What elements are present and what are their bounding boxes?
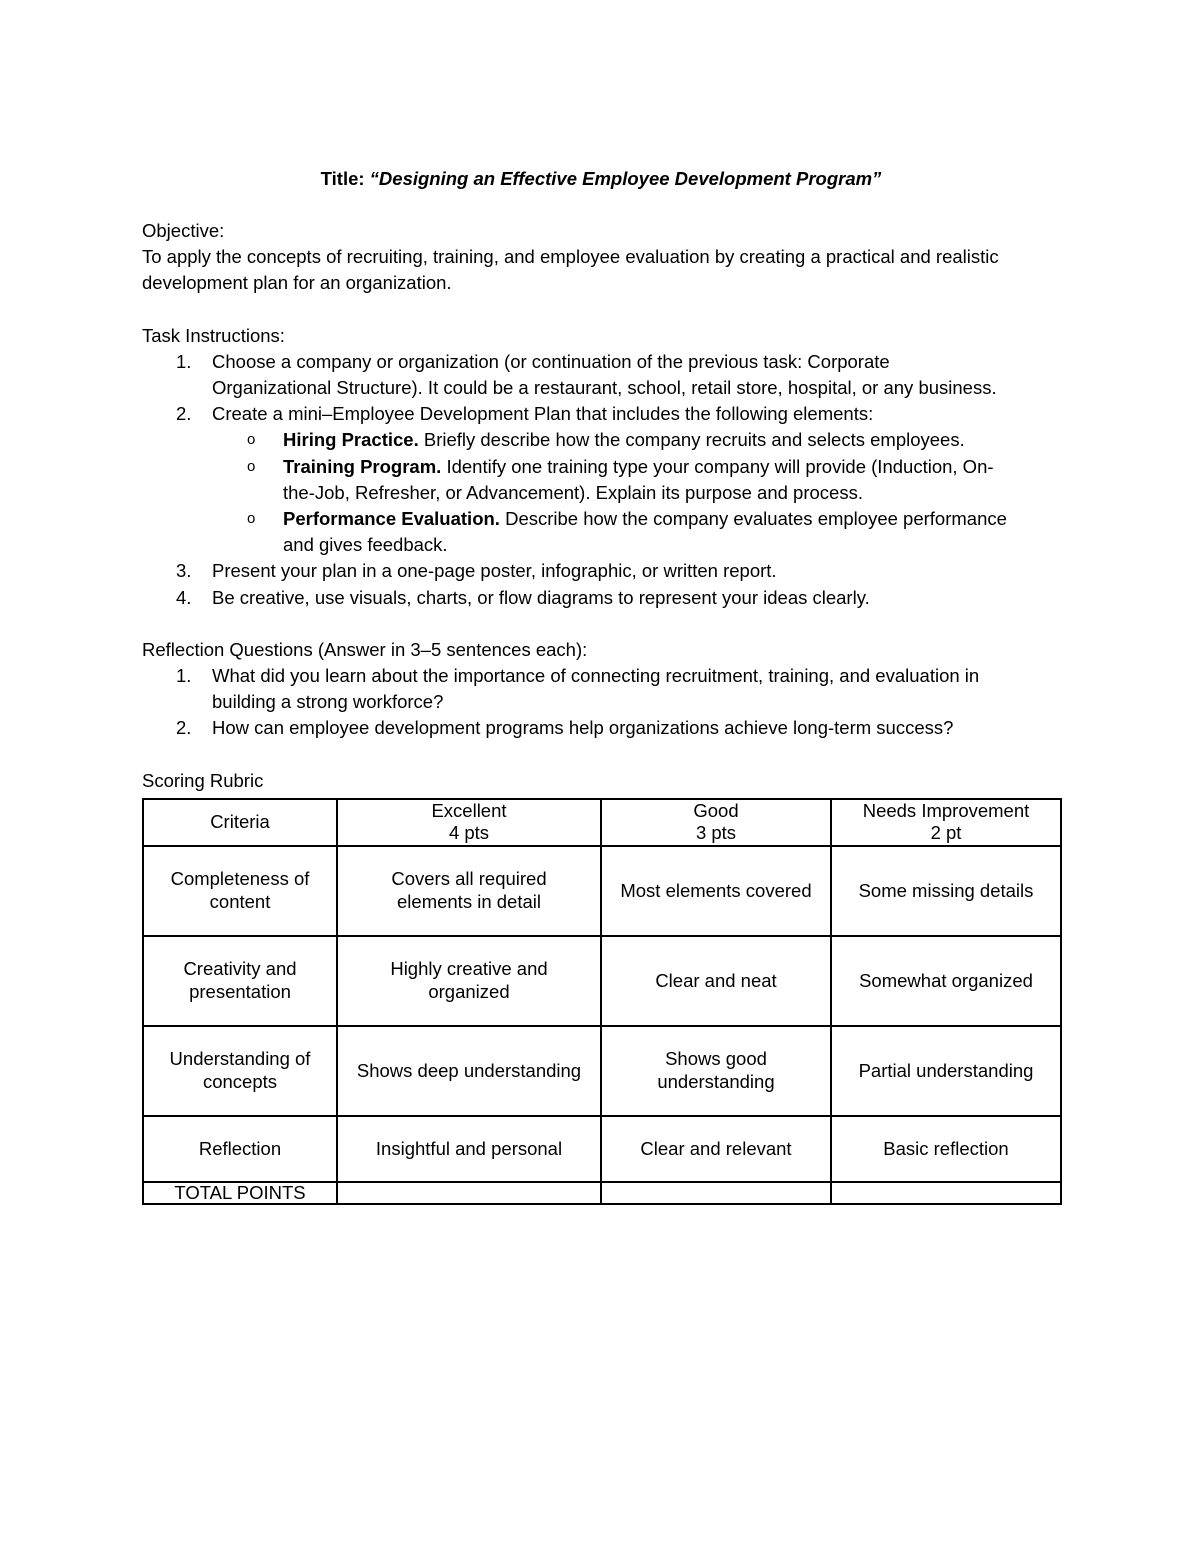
header-good (601, 799, 831, 846)
header-criteria (143, 799, 337, 846)
task-heading: Task Instructions: (142, 324, 285, 346)
header-needs-points: 2 pt (930, 822, 962, 844)
task-item-number: 1. (176, 350, 192, 372)
table-cell (337, 1026, 601, 1116)
table-cell (601, 936, 831, 1026)
reflection-list (142, 663, 1060, 742)
table-cell (831, 846, 1061, 936)
total-points-label: TOTAL POINTS (143, 1182, 337, 1204)
cell-line: Clear and relevant (640, 1137, 792, 1159)
task-item-number: 2. (176, 403, 192, 425)
rubric-total-row (143, 1182, 1061, 1204)
cell-line: Reflection (198, 1137, 282, 1159)
rubric-row-creativity (143, 936, 1061, 1026)
task-item-text-line-1: Choose a company or organization (or continuation of the previous task: Corporate (212, 350, 890, 372)
sub-item-bold-label: Hiring Practice. (283, 429, 419, 451)
cell-line: presentation (189, 980, 291, 1002)
task-section (142, 323, 1060, 611)
task-item-text-line-1: Create a mini–Employee Development Plan that includes the following elements: (212, 403, 874, 425)
task-item-number: 3. (176, 560, 192, 582)
objective-section (142, 218, 1060, 297)
task-item-number: 4. (176, 586, 192, 608)
rubric-row-reflection (143, 1116, 1061, 1182)
task-item-text-line-1: Be creative, use visuals, charts, or flow diagrams to represent your ideas clearly. (212, 586, 870, 608)
header-criteria-label: Criteria (210, 811, 270, 833)
cell-line: Partial understanding (858, 1059, 1034, 1081)
table-cell (337, 936, 601, 1026)
cell-line: Covers all required (391, 868, 547, 890)
cell-line: Some missing details (858, 879, 1034, 901)
bullet-icon: o (247, 510, 256, 528)
objective-text-line-2: development plan for an organization. (142, 272, 452, 294)
rubric-row-understanding (143, 1026, 1061, 1116)
table-cell (143, 936, 337, 1026)
header-good-label: Good (693, 799, 739, 821)
sub-item-text-line-2: and gives feedback. (283, 534, 448, 556)
cell-line: organized (428, 980, 510, 1002)
task-item-2 (142, 401, 1060, 558)
total-points-cell-needs (831, 1182, 1061, 1204)
reflection-item-text-line-2: building a strong workforce? (212, 691, 444, 713)
scoring-rubric-table (142, 798, 1062, 1205)
cell-line: Shows deep understanding (356, 1059, 582, 1081)
table-cell (601, 1116, 831, 1182)
task-list (142, 349, 1060, 611)
task-item-1 (142, 349, 1060, 401)
title-text: “Designing an Effective Employee Development Program” (369, 168, 882, 189)
cell-line: Clear and neat (655, 969, 777, 991)
reflection-item-number: 1. (176, 665, 192, 687)
task-item-text-line-1: Present your plan in a one-page poster, infographic, or written report. (212, 560, 777, 582)
task-item-3 (142, 558, 1060, 584)
sub-item-text-line-2: the-Job, Refresher, or Advancement). Explain its purpose and process. (283, 481, 863, 503)
header-needs-label: Needs Improvement (862, 799, 1030, 821)
cell-line: Basic reflection (883, 1137, 1009, 1159)
task-item-text-line-2: Organizational Structure). It could be a restaurant, school, retail store, hospital, or any business. (212, 377, 997, 399)
header-excellent-points: 4 pts (448, 822, 490, 844)
sub-item-hiring-practice (142, 427, 1060, 453)
cell-line: Most elements covered (620, 879, 812, 901)
sub-item-training-program (142, 454, 1060, 506)
sub-item-text: Describe how the company evaluates employee performance (499, 508, 1007, 530)
cell-line: understanding (657, 1070, 775, 1092)
header-excellent (337, 799, 601, 846)
table-cell (337, 1116, 601, 1182)
bullet-icon: o (247, 431, 256, 449)
document-title (142, 166, 1060, 192)
header-good-points: 3 pts (695, 822, 737, 844)
cell-line: Completeness of (170, 868, 310, 890)
table-cell (143, 1116, 337, 1182)
reflection-item-text-line-1: How can employee development programs help organizations achieve long-term success? (212, 717, 954, 739)
task-sub-list (212, 427, 1060, 558)
table-cell (831, 1116, 1061, 1182)
table-cell (831, 936, 1061, 1026)
sub-item-performance-evaluation (142, 506, 1060, 558)
table-cell (143, 1026, 337, 1116)
total-points-cell-good (601, 1182, 831, 1204)
cell-line: Insightful and personal (375, 1137, 563, 1159)
reflection-section (142, 637, 1060, 742)
header-excellent-label: Excellent (431, 799, 507, 821)
title-prefix: Title: (320, 168, 370, 189)
rubric-row-completeness (143, 846, 1061, 936)
reflection-heading: Reflection Questions (Answer in 3–5 sentences each): (142, 638, 588, 660)
task-item-4 (142, 585, 1060, 611)
cell-line: elements in detail (397, 890, 541, 912)
bullet-icon: o (247, 457, 256, 475)
sub-item-bold-label: Training Program. (283, 455, 442, 477)
header-needs-improvement (831, 799, 1061, 846)
cell-line: Understanding of (169, 1048, 311, 1070)
cell-line: Shows good (665, 1048, 767, 1070)
cell-line: content (209, 890, 271, 912)
table-cell (143, 846, 337, 936)
table-cell (601, 1026, 831, 1116)
reflection-item-number: 2. (176, 717, 192, 739)
cell-line: concepts (202, 1070, 278, 1092)
rubric-header-row (143, 799, 1061, 846)
total-points-cell-excellent (337, 1182, 601, 1204)
reflection-item-text-line-1: What did you learn about the importance of connecting recruitment, training, and evaluation in (212, 665, 980, 687)
cell-line: Creativity and (183, 958, 297, 980)
objective-heading: Objective: (142, 220, 225, 241)
sub-item-text: Briefly describe how the company recruits and selects employees. (418, 429, 965, 451)
sub-item-bold-label: Performance Evaluation. (283, 508, 500, 530)
sub-item-text: Identify one training type your company will provide (Induction, On- (441, 455, 994, 477)
table-cell (831, 1026, 1061, 1116)
rubric-label: Scoring Rubric (142, 769, 264, 791)
objective-text-line-1: To apply the concepts of recruiting, training, and employee evaluation by creating a practical and realistic (142, 246, 999, 268)
document-page (142, 166, 1060, 1205)
table-cell (337, 846, 601, 936)
reflection-item-1 (142, 663, 1060, 715)
reflection-item-2 (142, 715, 1060, 741)
cell-line: Highly creative and (390, 958, 548, 980)
cell-line: Somewhat organized (859, 969, 1033, 991)
table-cell (601, 846, 831, 936)
